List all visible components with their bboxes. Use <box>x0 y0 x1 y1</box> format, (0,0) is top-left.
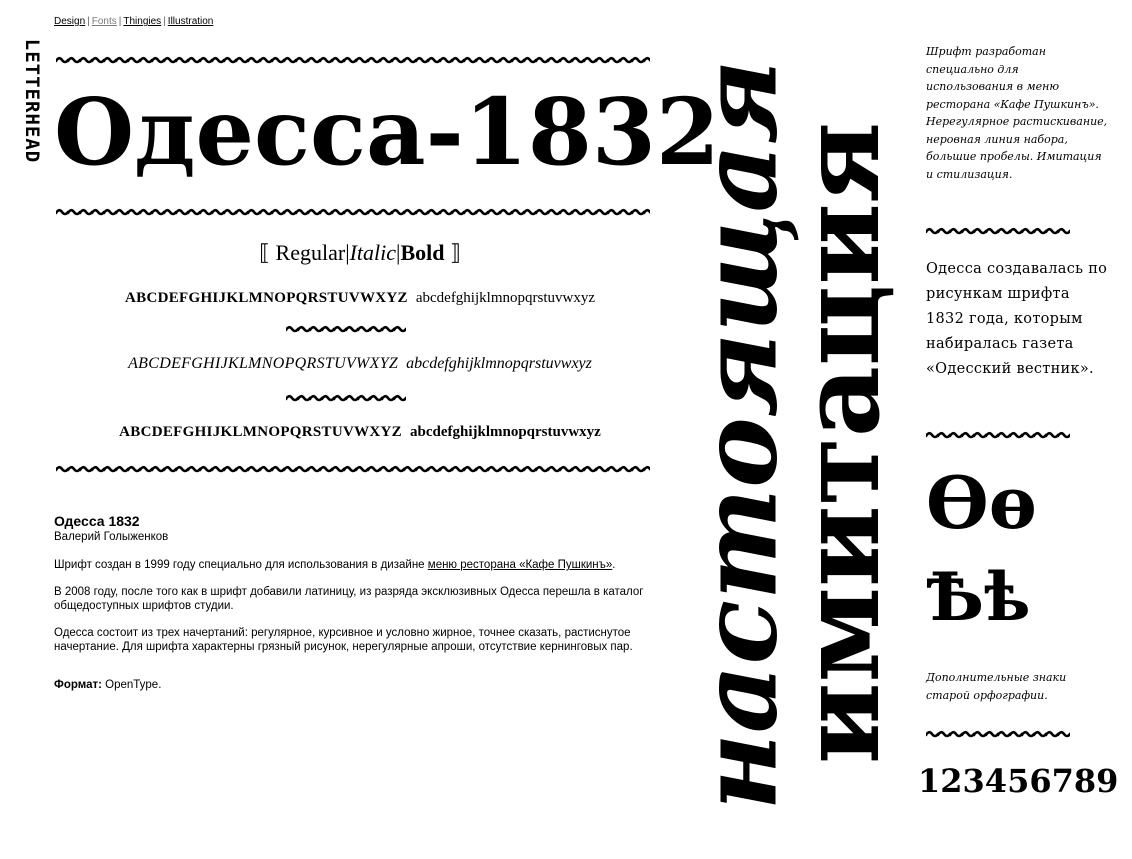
bracket-close: ⟧ <box>449 240 461 265</box>
format-value: OpenType. <box>105 679 162 691</box>
wave-divider-side <box>926 729 1070 739</box>
lowercase-sample: abcdefghijklmnopqrstuvwxyz <box>415 290 595 306</box>
specimen-title: Одесса-1832 <box>54 78 720 186</box>
wave-divider <box>56 207 650 217</box>
wave-divider <box>56 464 650 474</box>
logo-text: LETTERHEAD <box>21 38 44 164</box>
lowercase-sample: abcdefghijklmnopqrstuvwxyz <box>406 355 592 372</box>
font-name: Одесса 1832 <box>54 513 140 529</box>
glyphs-yat: Ѣѣ <box>926 558 1031 636</box>
nav-separator: | <box>87 16 90 27</box>
info-paragraph-1 <box>54 558 644 572</box>
menu-link[interactable]: меню ресторана «Кафе Пушкинъ» <box>427 559 613 571</box>
vertical-word-1-text: настоящая <box>675 59 801 811</box>
letterhead-logo[interactable] <box>21 16 43 186</box>
uppercase-sample: ABCDEFGHIJKLMNOPQRSTUVWXYZ <box>119 424 402 440</box>
format-line <box>54 678 644 692</box>
style-italic[interactable]: Italic <box>349 240 397 265</box>
nav-fonts[interactable]: Fonts <box>91 16 117 27</box>
wave-divider-side <box>926 430 1070 440</box>
side-note-3: Дополнительные знаки старой орфографии. <box>926 671 1067 702</box>
format-label: Формат: <box>54 679 102 691</box>
bracket-open: ⟦ <box>259 240 271 265</box>
alphabet-italic <box>54 355 666 373</box>
p1-end: . <box>612 559 616 571</box>
info-paragraph-2: В 2008 году, после того как в шрифт добавили латиницу, из разряда эксклюзивных Одесса перешла в каталог общедоступных шрифтов студии. <box>54 586 644 612</box>
nav-thingies[interactable]: Thingies <box>123 16 162 27</box>
side-note-1: Шрифт разработан специально для использования в меню ресторана «Кафе Пушкинъ». Нерегулярное растискивание, неровная линия набора, большие пробелы. Имитация и стилизация. <box>926 45 1108 181</box>
top-nav <box>54 16 213 27</box>
nav-separator: | <box>118 16 122 27</box>
wave-divider <box>56 55 650 65</box>
style-regular[interactable]: Regular <box>275 240 346 265</box>
style-switcher <box>54 240 666 266</box>
wave-divider-short <box>286 393 406 403</box>
font-author: Валерий Голыженков <box>54 531 169 543</box>
font-info <box>54 513 644 705</box>
digits-sample: 123456789 <box>918 762 1119 800</box>
vertical-word-2 <box>775 48 904 838</box>
wave-divider-short <box>286 324 406 334</box>
alphabet-regular <box>54 289 666 307</box>
alphabet-bold <box>54 423 666 441</box>
side-note-2: Одесса создавалась по рисункам шрифта 1832 года, которым набиралась газета «Одесский вестник». <box>926 261 1108 377</box>
info-paragraph-3: Одесса состоит из трех начертаний: регулярное, курсивное и условно жирное, точнее сказать, растиснутое начертание. Для шрифта характерны грязный рисунок, нерегулярные апроши, отсутствие кернинговых пар. <box>54 627 633 653</box>
style-separator: | <box>396 240 401 265</box>
nav-illustration[interactable]: Illustration <box>167 16 214 27</box>
style-separator: | <box>345 240 350 265</box>
nav-design[interactable]: Design <box>54 16 86 27</box>
lowercase-sample: abcdefghijklmnopqrstuvwxyz <box>409 424 601 440</box>
wave-divider-side <box>926 226 1070 236</box>
vertical-word-2-text: имитация <box>775 121 904 765</box>
uppercase-sample: ABCDEFGHIJKLMNOPQRSTUVWXYZ <box>125 290 408 306</box>
p1-text: Шрифт создан в 1999 году специально для использования в дизайне <box>54 559 428 571</box>
nav-separator: | <box>163 16 166 27</box>
vertical-word-1 <box>675 30 801 840</box>
glyphs-fita: Өө <box>926 460 1037 545</box>
style-bold[interactable]: Bold <box>400 240 445 265</box>
uppercase-sample: ABCDEFGHIJKLMNOPQRSTUVWXYZ <box>128 355 399 372</box>
